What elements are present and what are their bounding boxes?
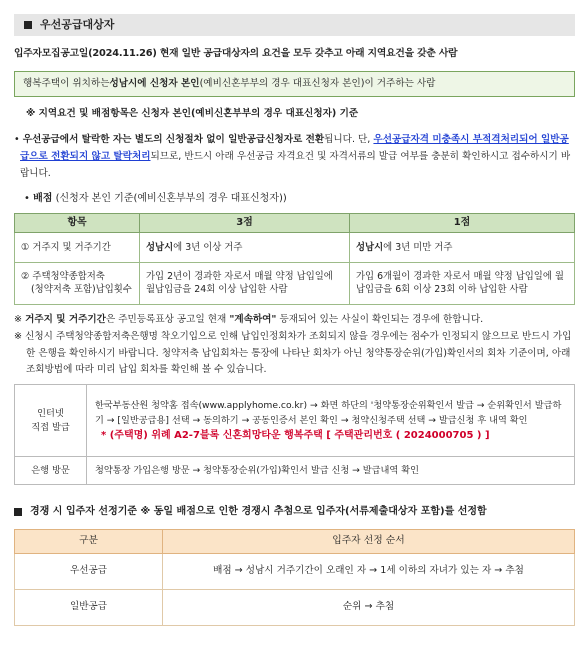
transfer-notice <box>14 132 575 182</box>
col-header-item: 항목 <box>15 213 140 232</box>
cell-text: 에 3년 이상 거주 <box>173 241 243 253</box>
table-row <box>15 457 575 485</box>
item-label-line2: (청약저축 포함)납입횟수 <box>31 284 132 296</box>
criteria-note: ※ 지역요건 및 배점항목은 신청자 본인(예비신혼부부의 경우 대표신청자) 기준 <box>26 108 359 120</box>
item-savings <box>15 262 140 304</box>
transfer-notice-text-2: 되므로, 반드시 아래 우선공급 자격요건 및 자격서류의 발급 여부를 충분히 확인하시고 접수하시기 바랍니다. <box>20 150 571 179</box>
bank-label: 은행 방문 <box>15 457 87 485</box>
selection-table <box>14 529 575 626</box>
table-row <box>15 385 575 457</box>
disqualify-warning: 우선공급자격 미충족시 부적격처리되어 일반공급으로 전환되지 않고 탈락처리 <box>20 134 569 162</box>
note-bold: "계속하여" <box>229 313 277 325</box>
internet-steps <box>87 385 575 457</box>
table-row <box>15 262 575 304</box>
score-table <box>14 213 575 305</box>
bullet: • <box>24 193 30 205</box>
city-name: 성남시 <box>356 241 384 253</box>
selection-order: 배점 → 성남시 거주기간이 오래인 자 → 1세 이하의 자녀가 있는 자 → 추첨 <box>163 553 575 589</box>
section-header-priority-supply <box>14 14 575 36</box>
score-table-header <box>15 213 575 232</box>
section-header-selection <box>14 505 575 520</box>
section-title: 우선공급대상자 <box>40 18 115 32</box>
col-header-type: 구분 <box>15 529 163 553</box>
eligibility-lead: 입주자모집공고일(2024.11.26) 현재 일반 공급대상자의 요건을 모두 갖추고 아래 지역요건을 갖춘 사람 <box>14 48 458 59</box>
item-residence: ① 거주지 및 거주기간 <box>15 232 140 262</box>
score-heading <box>14 192 575 207</box>
col-header-order: 입주자 선정 순서 <box>163 529 575 553</box>
selection-table-header <box>15 529 575 553</box>
table-row <box>15 232 575 262</box>
note-mark: ※ <box>14 313 23 325</box>
square-bullet-icon <box>14 508 22 516</box>
cell-1pt <box>350 232 575 262</box>
table-row <box>15 553 575 589</box>
city-name: 성남시 <box>146 241 174 253</box>
bullet: • <box>14 134 20 146</box>
label-line: 인터넷 <box>37 408 64 420</box>
section-title: 경쟁 시 입주자 선정기준 ※ 동일 배점으로 인한 경쟁시 추첨으로 입주자(서류제출대상자 포함)를 선정함 <box>30 506 487 518</box>
note-text: 등재되어 있는 사실이 확인되는 경우에 한합니다. <box>276 313 484 325</box>
housing-id-note: * (주택명) 위례 A2-7블록 신혼희망타운 행복주택 [ 주택관리번호 ( 2024000705 ) ] <box>101 429 490 441</box>
transfer-notice-bold: 우선공급에서 탈락한 자는 별도의 신청절차 없이 일반공급신청자로 전환 <box>22 134 325 146</box>
selection-order: 순위 → 추첨 <box>163 589 575 625</box>
cell-3pts <box>140 232 350 262</box>
item-label-line1: ② 주택청약종합저축 <box>21 270 105 282</box>
region-requirement-box <box>14 71 575 97</box>
score-heading-bold: 배점 <box>33 193 53 205</box>
internet-steps-text: 한국부동산원 청약홈 접속(www.applyhome.co.kr) → 화면 하단의 '청약통장순위확인서 발급 → 순위확인서 발급하기 → [일반공급용] 선택 → 동의하기 → 공동인증서 본인 확인 → 청약신청주택 선택 → 발급신청 후 내역 확인 <box>95 399 562 427</box>
bank-steps: 청약통장 가입은행 방문 → 청약통장순위(가입)확인서 발급 신청 → 발급내역 확인 <box>87 457 575 485</box>
cell-text: 에 3년 미만 거주 <box>383 241 453 253</box>
label-line: 직접 발급 <box>31 421 70 433</box>
internet-label <box>15 385 87 457</box>
note-residence <box>14 312 575 329</box>
region-text-2: (예비신혼부부의 경우 대표신청자 본인)이 거주하는 사람 <box>199 78 436 90</box>
cell-1pt: 가입 6개월이 경과한 자로서 매월 약정 납입일에 월납입금을 6회 이상 23회 이하 납입한 사람 <box>350 262 575 304</box>
score-heading-rest: (신청자 본인 기준(예비신혼부부의 경우 대표신청자)) <box>52 193 287 205</box>
note-text: 은 주민등록표상 공고일 현재 <box>105 313 230 325</box>
note-bank: ※ 신청시 주택청약종합저축은행명 착오기입으로 인해 납입인정회차가 조회되지 않을 경우에는 점수가 인정되지 않으므로 반드시 가입한 은행을 확인하시기 바랍니다. 청약저축 납입회차는 통장에 나타난 회차가 아닌 청약통장순위(가입)확인서의 회차 기준이며, 아래 조회방법에 따라 미리 납입 회차를 확인해 볼 수 있습니다. <box>14 330 572 376</box>
lookup-method-table <box>14 384 575 485</box>
supply-type: 우선공급 <box>15 553 163 589</box>
note-bold: 거주지 및 거주기간 <box>25 313 106 325</box>
notes <box>14 312 575 379</box>
square-bullet-icon <box>24 21 32 29</box>
region-text-1: 행복주택이 위치하는 <box>23 78 110 90</box>
table-row <box>15 589 575 625</box>
supply-type: 일반공급 <box>15 589 163 625</box>
cell-3pts: 가입 2년이 경과한 자로서 매월 약정 납입일에 월납입금을 24회 이상 납입한 사람 <box>140 262 350 304</box>
col-header-1pt: 1점 <box>350 213 575 232</box>
col-header-3pts: 3점 <box>140 213 350 232</box>
region-text-bold: 성남시에 신청자 본인 <box>109 78 200 90</box>
transfer-notice-text-1: 됩니다. 단, <box>324 134 374 146</box>
